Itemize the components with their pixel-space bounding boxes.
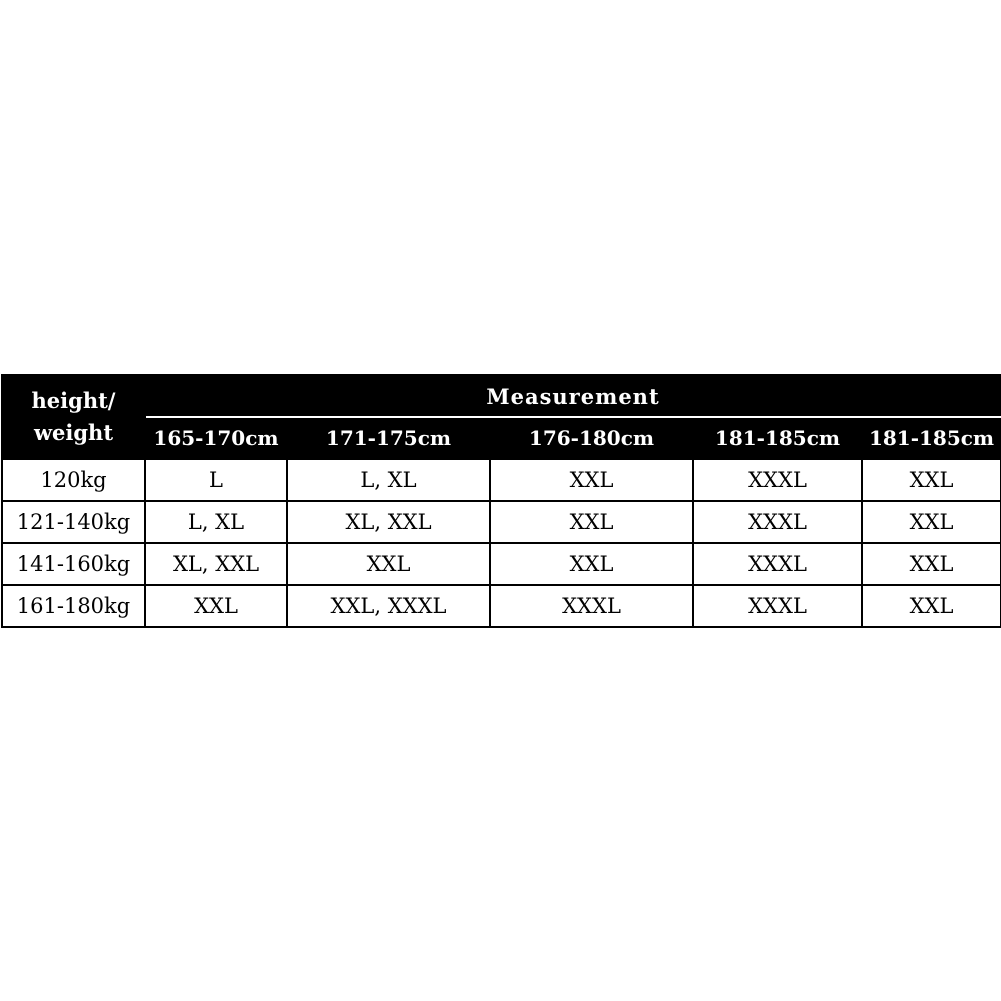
table-cell: XXL <box>490 543 693 585</box>
measurement-header: Measurement <box>145 375 1001 417</box>
table-cell: L, XL <box>145 501 287 543</box>
table-cell: XL, XXL <box>287 501 490 543</box>
size-chart-table <box>1 374 1001 628</box>
table-cell: XXXL <box>693 459 862 501</box>
table-cell: XXL <box>287 543 490 585</box>
table-cell: XXL <box>862 585 1001 627</box>
table-row <box>2 501 1001 543</box>
column-header-181-185-second: 181-185cm <box>862 417 1001 459</box>
table-cell: L, XL <box>287 459 490 501</box>
row-label-weight: 121-140kg <box>2 501 145 543</box>
row-label-weight: 120kg <box>2 459 145 501</box>
row-label-weight: 161-180kg <box>2 585 145 627</box>
table-cell: XXL <box>490 459 693 501</box>
column-header-176-180: 176-180cm <box>490 417 693 459</box>
corner-label-height: height/ <box>31 388 116 413</box>
header-row-heights <box>2 417 1001 459</box>
table-cell: XXL <box>490 501 693 543</box>
column-header-165-170: 165-170cm <box>145 417 287 459</box>
table-row <box>2 459 1001 501</box>
corner-label-weight: weight <box>33 420 114 445</box>
table-cell: XXL <box>145 585 287 627</box>
table-cell: XXL <box>862 543 1001 585</box>
row-label-weight: 141-160kg <box>2 543 145 585</box>
table-cell: XXXL <box>693 543 862 585</box>
corner-header-cell <box>2 375 145 459</box>
column-header-171-175: 171-175cm <box>287 417 490 459</box>
table-cell: L <box>145 459 287 501</box>
table-cell: XXXL <box>490 585 693 627</box>
column-header-181-185: 181-185cm <box>693 417 862 459</box>
table-cell: XXXL <box>693 585 862 627</box>
table-cell: XXL <box>862 459 1001 501</box>
header-row-group <box>2 375 1001 417</box>
table-cell: XXXL <box>693 501 862 543</box>
table-cell: XXL <box>862 501 1001 543</box>
table-row <box>2 585 1001 627</box>
table-row <box>2 543 1001 585</box>
table-cell: XXL, XXXL <box>287 585 490 627</box>
table-cell: XL, XXL <box>145 543 287 585</box>
